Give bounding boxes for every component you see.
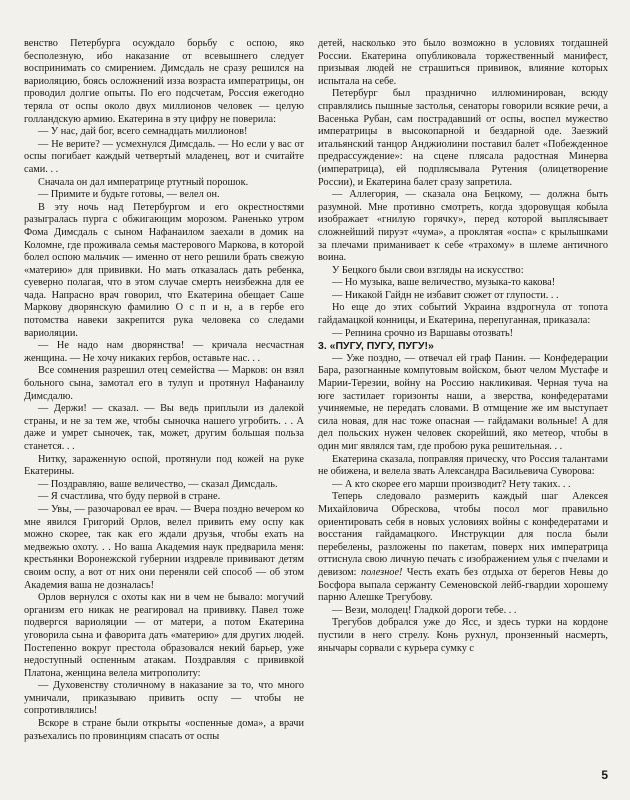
paragraph: В эту ночь над Петербургом и его окрестностями разыгралась пурга с обжигающим морозом. Раненько утром Фома Димсдаль с сыном Нафанаилом заехали в домик на Коломне, где проживала семья мастерового Маркова, в которой болел оспою мальчик — именно от него решили брать свежую «материю» для прививки. Но мать отказалась дать ребенка, суеверно полагая, что в этом случае смерть неизбежна для ее чада. Напрасно врач говорил, что Екатерина обещает Саше Маркову дворянскую фамилию О с п и н, а в гербе его потомства навеки закрепится рука человека со следами вариоляции. <box>24 201 304 339</box>
dialogue-line: — Я счастлива, что буду первой в стране. <box>38 491 221 503</box>
page-number: 5 <box>601 768 608 782</box>
motto-text: полезное! <box>360 566 403 578</box>
paragraph: венство Петербурга осуждало борьбу с оспою, яко бесполезную, ибо наказание от всевышнего следует воспринимать со смирением. Димсдаль не сразу решился на вариоляцию, боясь осложнений изза возраста императрицы, он проводил долгие опыты. По его подсчетам, Россия ежегодно теряла от оспы около двух миллионов человек — целую голландскую армию. Екатерина в эту цифру не поверила: <box>24 38 304 125</box>
dialogue-line: — Духовенству столичному в наказание за то, что много умничали, приказываю привить оспу — чтобы не сопротивлялись! <box>24 680 304 717</box>
paragraph: Екатерина сказала, поправляя прическу, что Россия талантами не обижена, и велела звать Александра Васильевича Суворова: <box>318 453 608 478</box>
paragraph: Сначала он дал императрице ртутный порошок. <box>38 176 249 188</box>
paragraph: Петербург был празднично иллюминирован, всюду справлялись пышные застолья, сенаторы говорили всякие речи, а Васенька Рубан, сам пострадавший от оспы, воспел мужество императрицы в высокопарной и бездарной оде. Заезжий итальянский танцор Анджиолини поставил балет «Побежденное предрассуждение»: на сцене плясала радостная Минерва (императрица), ей подплясывала Рутения (олицетворение России), и Екатерина балет сразу запретила. <box>318 88 608 188</box>
paragraph: Все сомнения разрешил отец семейства — Марков: он взял больного сына, замотал его в тулуп и протянул Нафанаилу Димсдалю. <box>24 365 304 402</box>
right-column <box>318 38 608 655</box>
dialogue-line: — У нас, дай бог, всего семнадцать миллионов! <box>38 126 248 138</box>
paragraph: детей, насколько это было возможно в условиях тогдашней России. Екатерина опубликовала торжественный манифест, призывая людей не страшиться прививок, влияние которых испытала на себе. <box>318 38 608 87</box>
paragraph <box>318 491 608 604</box>
left-column <box>24 38 304 743</box>
dialogue-line: — Не надо нам дворянства! — кричала несчастная женщина. — Не хочу никаких гербов, оставьте нас. . . <box>24 340 304 364</box>
dialogue-line: — Никакой Гайдн не избавит сюжет от глупости. . . <box>332 289 559 301</box>
paragraph: Нитку, зараженную оспой, протянули под кожей на руке Екатерины. <box>24 453 304 478</box>
paragraph: Трегубов добрался уже до Ясс, и здесь турки на кордоне пустили в него стрелу. Конь рухнул, пронзенный насмерть, янычары сорвали с курьера сумку с <box>318 617 608 654</box>
section-heading: 3. «ПУГУ, ПУГУ, ПУГУ!» <box>318 340 434 353</box>
dialogue-line: — Держи! — сказал. — Вы ведь приплыли из далекой страны, и не за тем же, чтобы сыночка нашего угробить. . . А даже и умрет сыночек, так, может, другим большая польза станется. . . <box>24 403 304 452</box>
paragraph: У Бецкого были свои взгляды на искусство: <box>332 264 524 276</box>
dialogue-line: — Поздравляю, ваше величество, — сказал Димсдаль. <box>38 478 278 490</box>
paragraph: Но еще до этих событий Украина вздрогнула от топота гайдамацкой конницы, и Екатерина, перепуганная, приказала: <box>318 302 608 327</box>
dialogue-line: — Репнина срочно из Варшавы отозвать! <box>332 327 514 339</box>
paragraph: Вскоре в стране были открыты «оспенные дома», а врачи разъехались по провинциям спасать от оспы <box>24 718 304 742</box>
dialogue-line: — Не верите? — усмехнулся Димсдаль. — Но если у вас от оспы погибает каждый четвертый младенец, вот и считайте сами. . . <box>24 138 304 175</box>
dialogue-line: — А кто скорее его марши производит? Нету таких. . . <box>332 478 571 490</box>
dialogue-line: — Вези, молодец! Гладкой дороги тебе. . . <box>332 604 517 616</box>
dialogue-line: — Но музыка, ваше величество, музыка-то какова! <box>332 277 556 289</box>
dialogue-line: — Примите и будьте готовы, — велел он. <box>38 189 220 201</box>
dialogue-line: — Уже поздно, — отвечал ей граф Панин. — Конфедерации Бара, разогнанные компутовым войском, бьют челом Мустафе и Марии-Терезии, войну на Россию накликивая. Черная туча на юге застилает горизонты наши, а зверства, конфедератами учиняемые, не передать словами. В отмщение же им выступает сила новая, для нас тоже опасная — гайдамаки вольные! А для дел польских нужен человек скорейший, яко метеор, чтобы в один миг являлся там, где пробою рука решительная. . . <box>318 352 608 452</box>
dialogue-line: — Увы, — разочаровал ее врач. — Вчера поздно вечером ко мне явился Григорий Орлов, велел привить ему оспу как можно скорее, так как его ждали друзья, чтобы ехать на медвежью охоту. . . Но ваша Академия наук предварила меня: крестьянки Воронежской губернии издревле прививают детям своим оспу, а вот от них они переняли сей способ — об этом Академия ваша не дозналась! <box>24 503 304 591</box>
dialogue-line: — Аллегория, — сказала она Бецкому, — должна быть разумной. Мне противно смотреть, когда здоровущая кобыла изображает «гнилую горячку», перед которой выплясывает сложнейший пируэт «чума», а проклятая «оспа» с крылышками за плечами приманивает к себе «трахому» в шлеме античного воина. <box>318 189 608 264</box>
paragraph: Орлов вернулся с охоты как ни в чем не бывало: могучий организм его никак не реагировал на прививку. Павел тоже подвергся вариоляции — от матери, а потом Екатерина уговорила сына и фаворита дать «материю» для других людей. Постепенно вокруг престола образовался некий барьер, уже недоступный оспенным атакам. Поздравляя с прививкой Платона, женщина велела митрополиту: <box>24 592 304 679</box>
paragraph-text: Теперь следовало размерить каждый шаг Алексея Михайловича Обрескова, чтобы посол мог правильно ориентировать себя в новых условиях войны с конфедератами и восстания гайдамацкого. Инструкции для посла были перебелены, разложены по пакетам, поверх них императрица оттиснула свою личную печать с изображением улья с пчелами и девизом: <box>318 491 608 578</box>
paragraph-text: Честь ехать без отдыха от берегов Невы до Босфора выпала сержанту Семеновской лейб-гвардии хорошему парню Алешке Трегубову. <box>318 566 609 604</box>
